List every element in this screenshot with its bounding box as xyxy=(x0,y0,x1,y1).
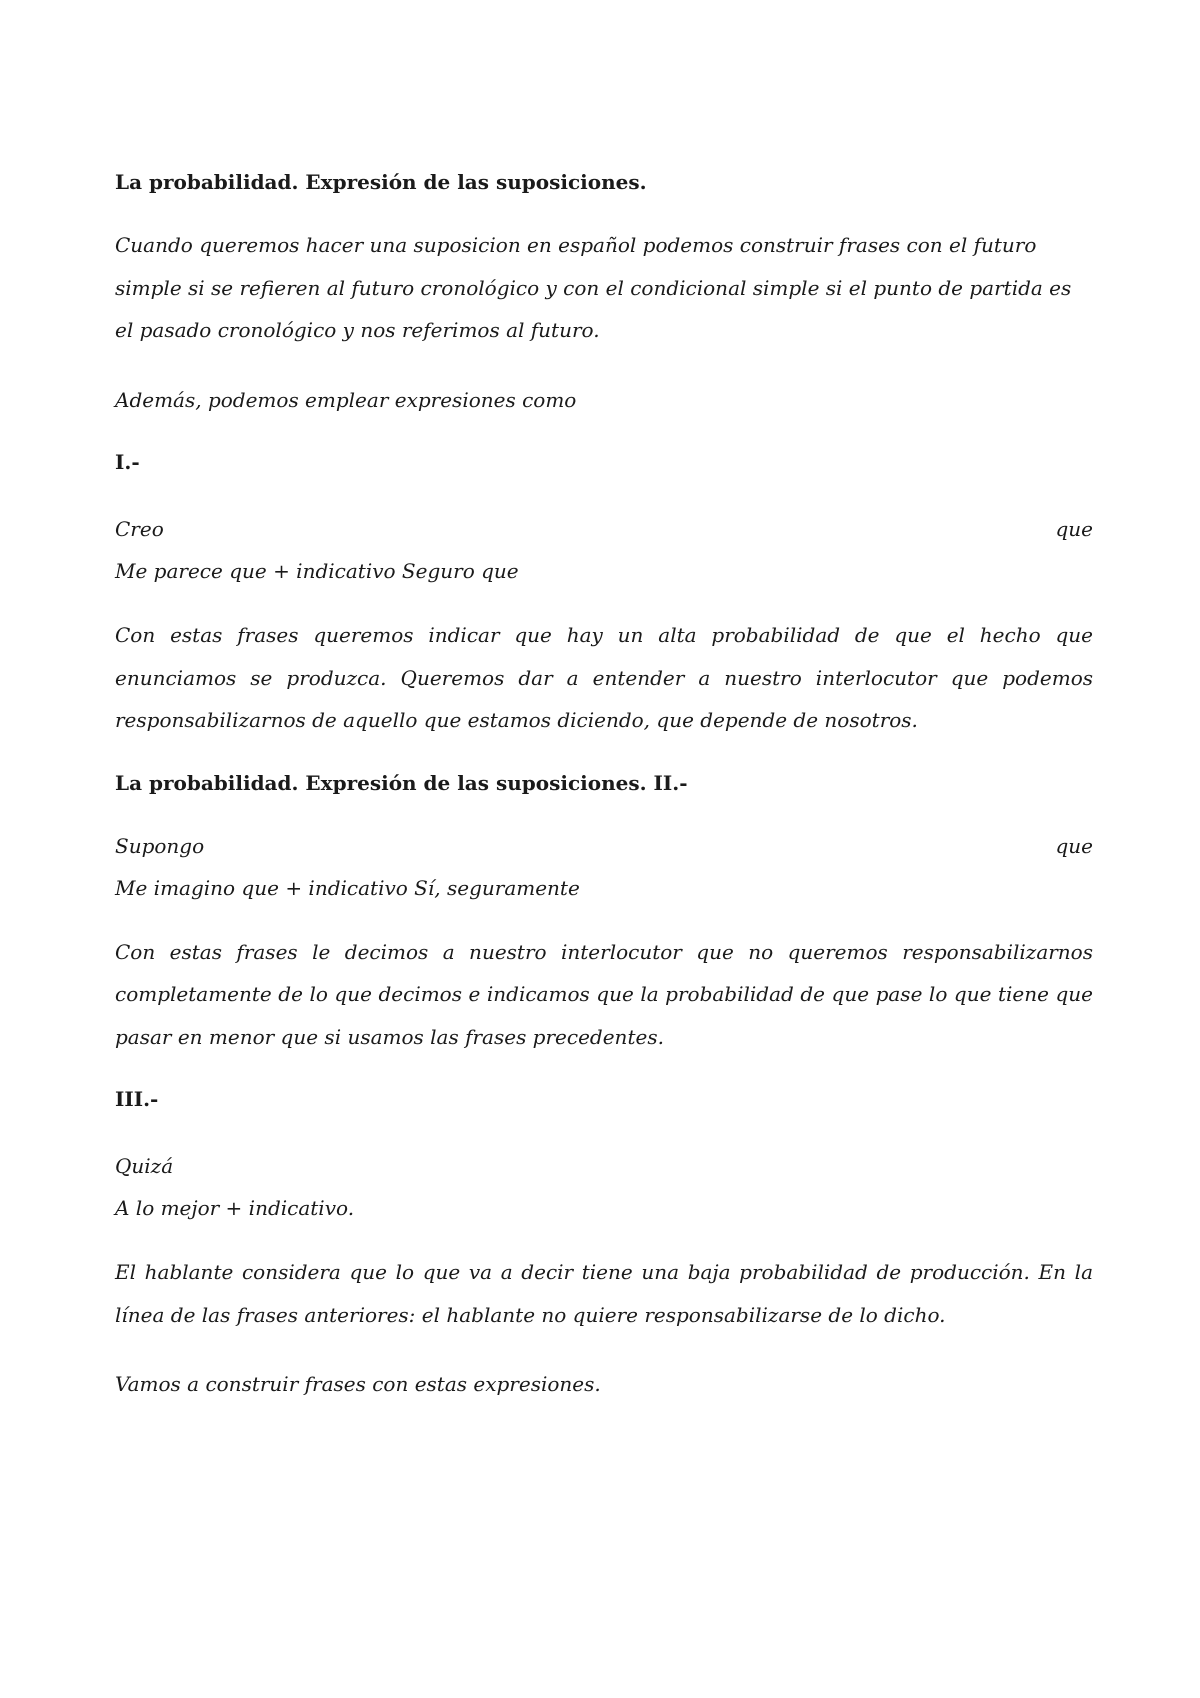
heading-probabilidad: La probabilidad. Expresión de las suposiciones. xyxy=(115,170,647,194)
expression-line-2: Me parece que + indicativo Seguro que xyxy=(115,559,519,583)
expression-line-2: Me imagino que + indicativo Sí, seguramente xyxy=(115,875,580,900)
ademas-paragraph: Además, podemos emplear expresiones como xyxy=(115,387,577,412)
heading-probabilidad-ii: La probabilidad. Expresión de las suposiciones. II.- xyxy=(115,770,688,795)
closing-paragraph: Vamos a construir frases con estas expresiones. xyxy=(115,1372,601,1396)
document-page xyxy=(115,168,1093,1433)
section-label-1: I.- xyxy=(115,450,140,474)
section-3-expressions xyxy=(115,1145,1093,1229)
section-3-explanation: El hablante considera que lo que va a decir tiene una baja probabilidad de producción. En la línea de las frases anteriores: el hablante no quiere responsabilizarse de lo dicho. xyxy=(115,1260,1093,1327)
section-2-explanation: Con estas frases le decimos a nuestro interlocutor que no queremos responsabilizarnos completamente de lo que decimos e indicamos que la probabilidad de que pase lo que tiene que pasar en menor que si usamos las frases precedentes. xyxy=(115,939,1093,1049)
expression-line: Quizá xyxy=(115,1154,174,1178)
section-2-expressions xyxy=(115,825,1093,909)
expression-left: Supongo xyxy=(115,833,205,858)
expression-line xyxy=(115,825,1093,867)
expression-line-2: A lo mejor + indicativo. xyxy=(115,1196,355,1220)
section-1-expressions xyxy=(115,508,1093,592)
section-1-explanation: Con estas frases queremos indicar que hay un alta probabilidad de que el hecho que enunciamos se produzca. Queremos dar a entender a nuestro interlocutor que podemos responsabilizarnos de aquello que estamos diciendo, que depende de nosotros. xyxy=(115,623,1093,732)
expression-right: que xyxy=(1055,833,1093,858)
expression-left: Creo xyxy=(115,517,164,541)
intro-paragraph: Cuando queremos hacer una suposicion en español podemos construir frases con el futuro simple si se refieren al futuro cronológico y con el condicional simple si el punto de partida es el pasado cronológico y nos referimos al futuro. xyxy=(115,233,1072,342)
expression-line xyxy=(115,508,1093,550)
section-label-3: III.- xyxy=(115,1087,159,1111)
expression-right: que xyxy=(1055,517,1093,541)
